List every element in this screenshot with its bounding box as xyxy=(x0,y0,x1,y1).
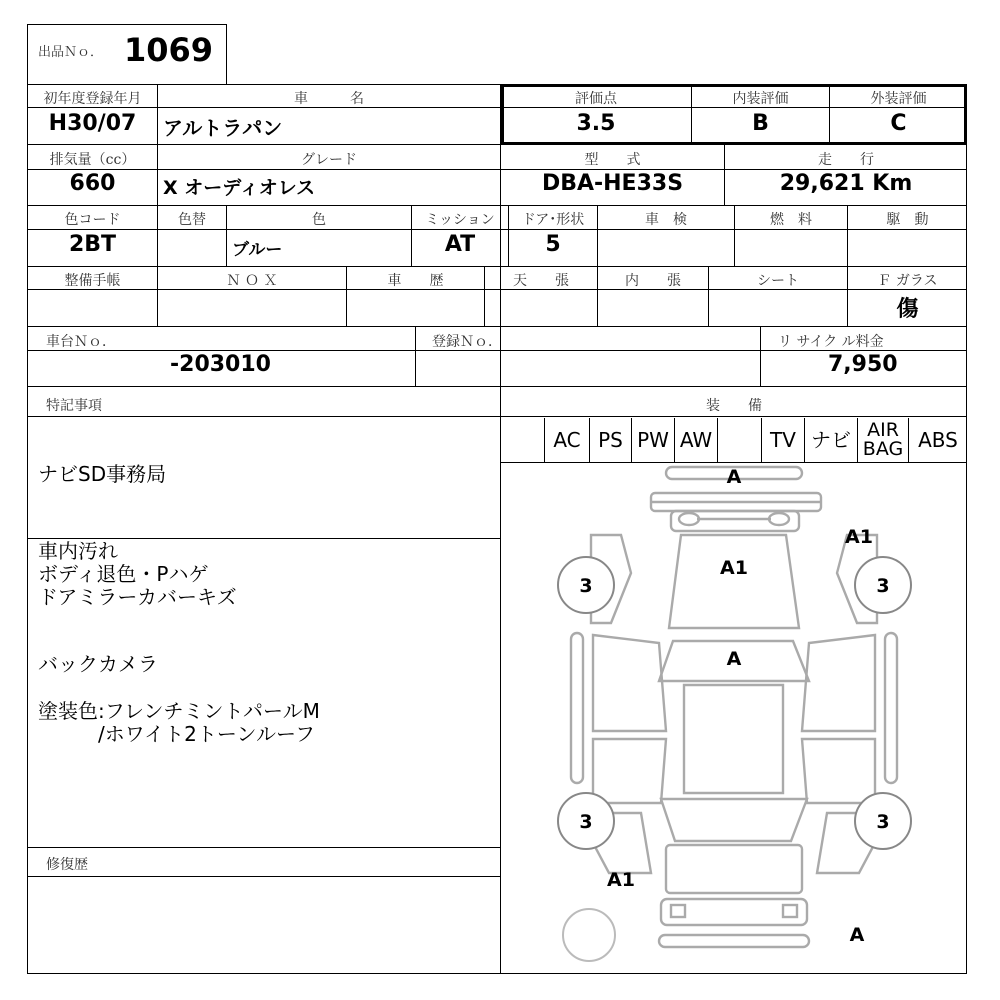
repaint-label: 色替 xyxy=(178,212,206,228)
equip-blank-1 xyxy=(501,418,544,462)
color-code-value: 2BT xyxy=(68,232,117,257)
maintenance-book-label: 整備手帳 xyxy=(64,273,121,289)
equip-navi: ナビ xyxy=(804,418,857,462)
displacement-value: 660 xyxy=(69,171,116,196)
color-code-label: 色コード xyxy=(64,212,121,228)
equip-ps: PS xyxy=(589,418,631,462)
recycle-fee-label: リ サイク ル料金 xyxy=(778,334,884,350)
mileage-value: 29,621 Km xyxy=(779,171,913,196)
mark-rear-left-quarter: A1 xyxy=(607,869,635,891)
lot-number-label: 出品Ｎｏ． xyxy=(38,45,104,60)
mark-tire-rear-left: 3 xyxy=(579,811,593,833)
fuel-label: 燃 料 xyxy=(770,212,812,228)
seat-label: シート xyxy=(757,273,799,289)
mark-hood: A1 xyxy=(720,557,748,579)
car-damage-diagram xyxy=(501,463,967,973)
lot-number-box xyxy=(27,24,227,84)
grade-label: グレード xyxy=(301,152,357,168)
registration-number-label: 登録Ｎｏ． xyxy=(432,334,502,350)
equip-airbag: AIR BAG xyxy=(857,418,908,462)
equip-abs: ABS xyxy=(908,418,967,462)
chassis-number-value: -203010 xyxy=(170,352,271,377)
mark-front-right-fender: A1 xyxy=(845,526,873,548)
door-label: ドア･形状 xyxy=(521,212,585,228)
car-history-label: 車 歴 xyxy=(387,273,444,289)
mileage-label: 走 行 xyxy=(818,152,874,168)
exterior-grade-value: C xyxy=(890,111,907,136)
equip-tv: TV xyxy=(761,418,804,462)
windshield-label: Ｆ ガラス xyxy=(877,273,938,289)
equipment-label: 装 備 xyxy=(706,398,762,414)
door-value: 5 xyxy=(545,232,561,257)
interior-grade-value: B xyxy=(752,111,769,136)
score-label: 評価点 xyxy=(575,91,617,107)
drive-label: 駆 動 xyxy=(886,212,929,228)
color-label: 色 xyxy=(312,212,326,228)
remarks-line-5: バックカメラ xyxy=(38,652,158,676)
equip-blank-2 xyxy=(717,418,761,462)
mark-front-bumper: A xyxy=(726,466,742,488)
remarks-line-4: ドアミラーカバーキズ xyxy=(38,585,237,609)
grade-value: X オーディオレス xyxy=(163,177,316,199)
repair-history-label: 修復歴 xyxy=(46,857,88,873)
mission-label: ミッション xyxy=(425,212,495,228)
interior-grade-label: 内装評価 xyxy=(732,91,789,107)
registration-label: 初年度登録年月 xyxy=(43,91,142,107)
inspection-label: 車 検 xyxy=(645,212,687,228)
remarks-label: 特記事項 xyxy=(46,398,102,414)
displacement-label: 排気量（cc） xyxy=(49,152,136,168)
remarks-line-6: 塗装色:フレンチミントパールM xyxy=(38,699,320,723)
remarks-line-7: /ホワイト2トーンルーフ xyxy=(38,722,315,746)
car-name-value: アルトラパン xyxy=(163,116,283,140)
equip-ac: AC xyxy=(544,418,589,462)
remarks-line-2: 車内汚れ xyxy=(38,539,118,563)
registration-value: H30/07 xyxy=(48,111,137,136)
mark-rear-bumper: A xyxy=(849,924,865,946)
headliner-label: 天 張 xyxy=(513,273,569,289)
interior-trim-label: 内 張 xyxy=(625,273,681,289)
nox-label: Ｎ Ｏ Ｘ xyxy=(226,273,278,289)
exterior-grade-label: 外装評価 xyxy=(870,91,927,107)
mark-tire-rear-right: 3 xyxy=(876,811,890,833)
remarks-line-1: ナビSD事務局 xyxy=(38,462,167,486)
remarks-line-3: ボディ退色・Pハゲ xyxy=(38,562,209,586)
equip-pw: PW xyxy=(631,418,674,462)
car-name-label: 車 名 xyxy=(294,91,364,107)
lot-number-value: 1069 xyxy=(124,31,214,69)
spare-tire xyxy=(563,909,615,961)
chassis-number-label: 車台Ｎｏ． xyxy=(46,334,116,350)
model-value: DBA-HE33S xyxy=(541,171,684,196)
color-value: ブルー xyxy=(232,240,283,260)
mark-roof: A xyxy=(726,648,742,670)
mark-tire-front-right: 3 xyxy=(876,575,890,597)
recycle-fee-value: 7,950 xyxy=(828,352,898,377)
windshield-value: 傷 xyxy=(896,296,919,322)
mark-tire-front-left: 3 xyxy=(579,575,593,597)
equip-aw: AW xyxy=(674,418,717,462)
mission-value: AT xyxy=(444,232,476,257)
model-label: 型 式 xyxy=(584,152,641,168)
score-value: 3.5 xyxy=(576,111,616,136)
